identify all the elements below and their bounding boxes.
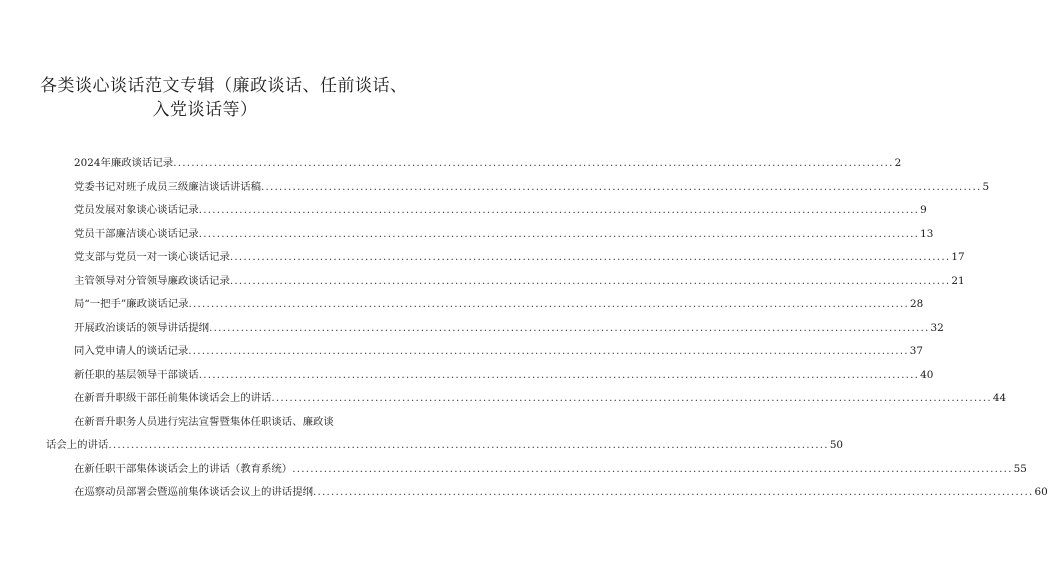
toc-page-number: 55 — [1013, 462, 1027, 475]
toc-leader-dots — [199, 199, 919, 223]
toc-page-number: 37 — [909, 345, 923, 357]
table-of-contents — [46, 152, 1048, 505]
toc-entry-title-continued: 话会上的讲话 — [46, 439, 109, 451]
toc-page-number: 5 — [982, 180, 990, 193]
toc-entry[interactable] — [56, 364, 934, 388]
toc-page-number: 28 — [910, 298, 924, 310]
toc-leader-dots — [173, 152, 893, 176]
document-title — [40, 74, 408, 122]
toc-entry-title: 局“一把手”廉政谈话记录 — [74, 298, 189, 310]
toc-leader-dots — [313, 481, 1033, 505]
toc-page-number: 17 — [951, 251, 965, 263]
toc-page-number: 50 — [829, 439, 844, 451]
toc-entry[interactable] — [56, 458, 1027, 482]
toc-leader-dots — [230, 246, 950, 270]
toc-entry[interactable] — [56, 176, 990, 200]
toc-entry-continuation[interactable] — [46, 434, 844, 458]
toc-page-number: 21 — [951, 274, 965, 287]
toc-entry[interactable] — [56, 223, 934, 247]
toc-entry-title: 党员干部廉洁谈心谈话记录 — [74, 227, 199, 240]
toc-entry-title: 在巡察动员部署会暨巡前集体谈话会议上的讲话提纲 — [74, 486, 313, 498]
toc-leader-dots — [108, 434, 828, 458]
toc-leader-dots — [230, 270, 950, 294]
toc-entry-title: 在新晋升职级干部任前集体谈话会上的讲话 — [74, 392, 272, 404]
toc-leader-dots — [189, 293, 909, 317]
toc-page-number: 44 — [992, 392, 1007, 404]
toc-entry[interactable] — [56, 340, 923, 364]
toc-page-number: 13 — [920, 227, 934, 240]
toc-entry[interactable] — [56, 152, 902, 176]
toc-page-number: 60 — [1034, 486, 1048, 498]
toc-entry-title: 开展政治谈话的领导讲话提纲 — [74, 321, 210, 334]
toc-entry[interactable] — [56, 387, 1007, 411]
toc-entry[interactable] — [56, 246, 965, 270]
toc-entry[interactable] — [56, 293, 924, 317]
toc-entry-title: 2024年廉政谈话记录 — [74, 157, 174, 169]
toc-entry-title: 同入党申请人的谈话记录 — [74, 345, 189, 357]
title-line-1: 各类谈心谈话范文专辑（廉政谈话、任前谈话、 — [40, 76, 408, 96]
toc-page-number: 32 — [930, 321, 944, 334]
toc-leader-dots — [209, 317, 929, 341]
toc-leader-dots — [188, 340, 908, 364]
toc-entry-title: 在新晋升职务人员进行宪法宣誓暨集体任职谈话、廉政谈 — [74, 415, 334, 428]
toc-page-number: 40 — [920, 368, 934, 381]
toc-entry-title: 主管领导对分管领导廉政谈话记录 — [74, 274, 230, 287]
toc-entry[interactable] — [56, 411, 364, 435]
toc-entry-title: 在新任职干部集体谈话会上的讲话（教育系统） — [74, 462, 293, 475]
toc-page-number: 2 — [894, 157, 902, 169]
toc-leader-dots — [271, 387, 991, 411]
toc-entry[interactable] — [56, 481, 1048, 505]
toc-entry-title: 党员发展对象谈心谈话记录 — [74, 204, 199, 216]
toc-page-number: 9 — [920, 204, 927, 216]
toc-entry[interactable] — [56, 199, 927, 223]
toc-leader-dots — [261, 176, 981, 200]
toc-entry-title: 党支部与党员一对一谈心谈话记录 — [74, 251, 230, 263]
toc-entry[interactable] — [56, 270, 965, 294]
toc-entry-title: 新任职的基层领导干部谈话 — [74, 368, 199, 381]
toc-entry-title: 党委书记对班子成员三级廉洁谈话讲话稿 — [74, 180, 262, 193]
title-line-2: 入党谈话等） — [152, 100, 258, 120]
toc-entry[interactable] — [56, 317, 944, 341]
toc-leader-dots — [199, 364, 919, 388]
toc-leader-dots — [199, 223, 919, 247]
toc-leader-dots — [292, 458, 1012, 482]
